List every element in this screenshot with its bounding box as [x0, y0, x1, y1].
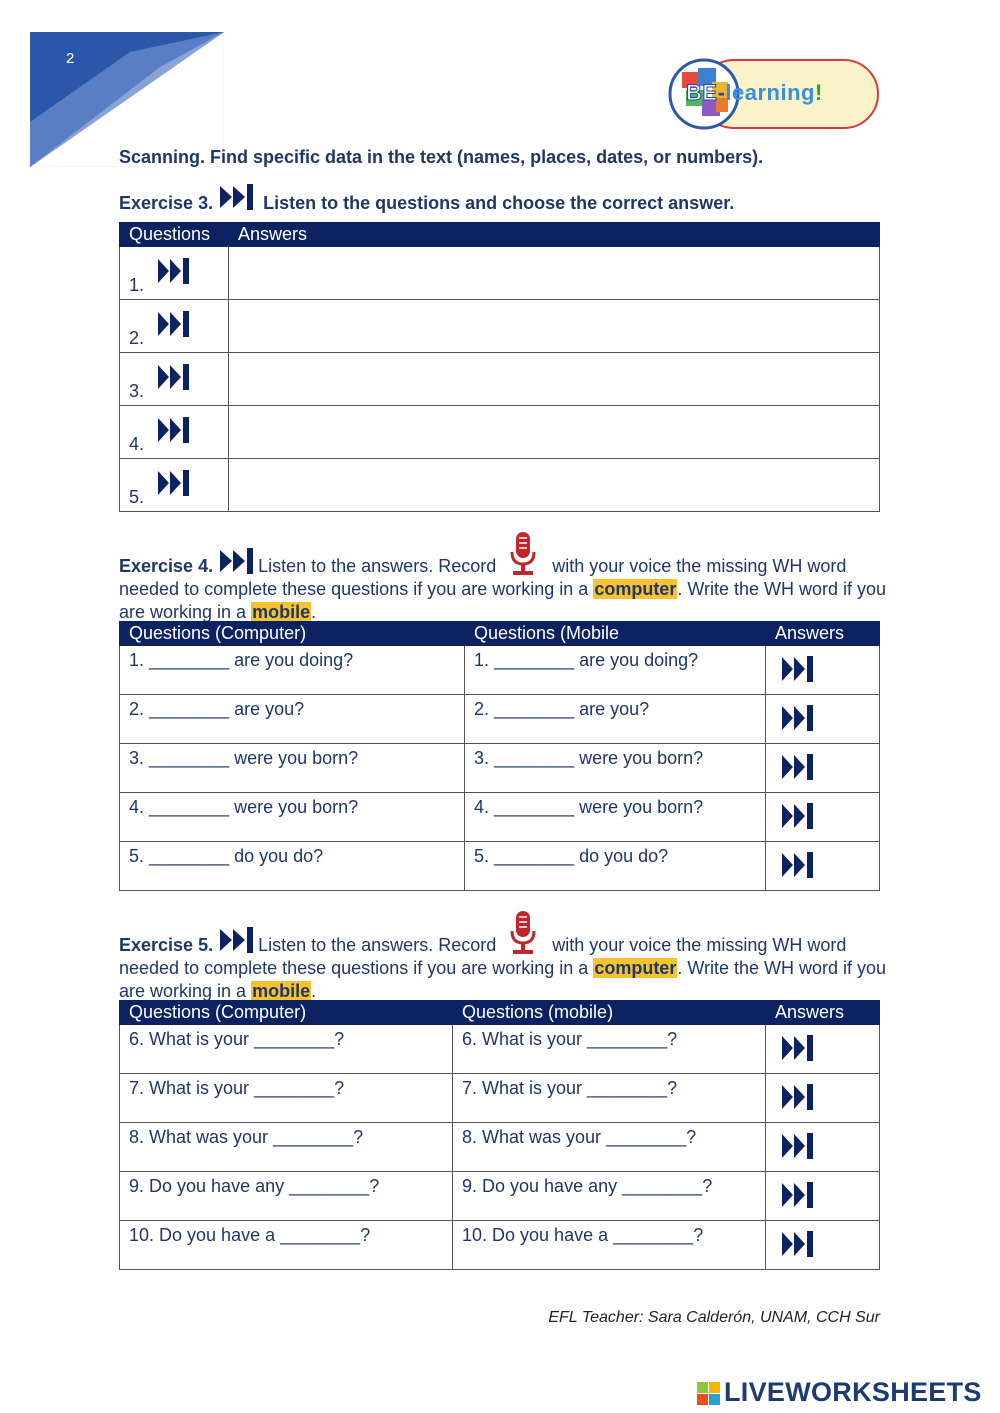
answer-cell — [766, 1074, 880, 1123]
table-row — [120, 300, 880, 353]
exercise3-heading: Exercise 3. Listen to the questions and choose the correct answer. — [119, 180, 734, 214]
question-computer[interactable]: 6. What is your ________? — [120, 1025, 453, 1074]
question-mobile[interactable]: 5. ________ do you do? — [465, 842, 766, 891]
table-row — [120, 646, 880, 695]
question-computer[interactable]: 5. ________ do you do? — [120, 842, 465, 891]
answer-cell — [766, 695, 880, 744]
table-row — [120, 1123, 880, 1172]
answer-cell[interactable] — [229, 247, 880, 300]
highlight-mobile: mobile — [252, 602, 311, 622]
answer-cell — [766, 842, 880, 891]
table-row — [120, 793, 880, 842]
header-questions-mobile: Questions (Mobile — [465, 622, 766, 646]
fast-forward-icon[interactable] — [780, 1180, 820, 1210]
fast-forward-icon[interactable] — [156, 362, 196, 392]
teacher-credit: EFL Teacher: Sara Calderón, UNAM, CCH Sur — [548, 1309, 880, 1326]
question-computer[interactable]: 2. ________ are you? — [120, 695, 465, 744]
answer-cell — [766, 793, 880, 842]
answer-cell — [766, 1025, 880, 1074]
header-questions-computer: Questions (Computer) — [120, 622, 465, 646]
question-mobile[interactable]: 9. Do you have any ________? — [453, 1172, 766, 1221]
question-cell: 2. — [120, 300, 229, 353]
question-computer[interactable]: 4. ________ were you born? — [120, 793, 465, 842]
question-mobile[interactable]: 4. ________ were you born? — [465, 793, 766, 842]
question-mobile[interactable]: 8. What was your ________? — [453, 1123, 766, 1172]
table-row — [120, 1025, 880, 1074]
table-row — [120, 695, 880, 744]
table-row — [120, 1221, 880, 1270]
question-cell: 5. — [120, 459, 229, 512]
answer-cell[interactable] — [229, 459, 880, 512]
page-number: 2 — [66, 50, 75, 67]
question-cell: 3. — [120, 353, 229, 406]
fast-forward-icon[interactable] — [780, 1131, 820, 1161]
fast-forward-icon[interactable] — [780, 752, 820, 782]
fast-forward-icon[interactable] — [780, 1033, 820, 1063]
table-row — [120, 353, 880, 406]
table-row — [120, 842, 880, 891]
header-questions: Questions — [120, 223, 229, 247]
answer-cell — [766, 1123, 880, 1172]
exercise4-table — [119, 621, 880, 891]
fast-forward-icon[interactable] — [156, 415, 196, 445]
answer-cell[interactable] — [229, 300, 880, 353]
header-answers: Answers — [766, 622, 880, 646]
table-row — [120, 459, 880, 512]
fast-forward-icon[interactable] — [780, 850, 820, 880]
header-answers: Answers — [766, 1001, 880, 1025]
logo-text: BE-learning! — [686, 80, 823, 105]
fast-forward-icon[interactable] — [218, 180, 258, 214]
question-computer[interactable]: 9. Do you have any ________? — [120, 1172, 453, 1221]
liveworksheets-brand: LIVEWORKSHEETS — [724, 1377, 982, 1407]
fast-forward-icon[interactable] — [780, 703, 820, 733]
question-mobile[interactable]: 3. ________ were you born? — [465, 744, 766, 793]
answer-cell — [766, 744, 880, 793]
highlight-computer: computer — [594, 579, 677, 599]
exercise5-instructions: Exercise 5. Listen to the answers. Record with your voice the missing WH word needed to complete these questions if you are working in a computer. Write the WH word if you are working in a mobile. — [119, 909, 889, 1003]
question-mobile[interactable]: 2. ________ are you? — [465, 695, 766, 744]
fast-forward-icon[interactable] — [218, 923, 258, 957]
fast-forward-icon[interactable] — [780, 801, 820, 831]
answer-cell — [766, 1221, 880, 1270]
question-cell: 1. — [120, 247, 229, 300]
highlight-mobile: mobile — [252, 981, 311, 1001]
question-mobile[interactable]: 7. What is your ________? — [453, 1074, 766, 1123]
exercise3-table — [119, 222, 880, 512]
question-mobile[interactable]: 6. What is your ________? — [453, 1025, 766, 1074]
exercise5-table — [119, 1000, 880, 1270]
scanning-heading: Scanning. Find specific data in the text (names, places, dates, or numbers). — [119, 147, 764, 167]
table-row — [120, 1074, 880, 1123]
question-computer[interactable]: 10. Do you have a ________? — [120, 1221, 453, 1270]
header-questions-computer: Questions (Computer) — [120, 1001, 453, 1025]
microphone-icon[interactable] — [501, 909, 547, 957]
fast-forward-icon[interactable] — [780, 1229, 820, 1259]
header-answers: Answers — [229, 223, 880, 247]
fast-forward-icon[interactable] — [218, 544, 258, 578]
microphone-icon[interactable] — [501, 530, 547, 578]
answer-cell[interactable] — [229, 406, 880, 459]
answer-cell — [766, 1172, 880, 1221]
question-computer[interactable]: 7. What is your ________? — [120, 1074, 453, 1123]
question-computer[interactable]: 1. ________ are you doing? — [120, 646, 465, 695]
fast-forward-icon[interactable] — [156, 256, 196, 286]
question-computer[interactable]: 8. What was your ________? — [120, 1123, 453, 1172]
question-mobile[interactable]: 10. Do you have a ________? — [453, 1221, 766, 1270]
answer-cell — [766, 646, 880, 695]
table-row — [120, 247, 880, 300]
table-row — [120, 1172, 880, 1221]
answer-cell[interactable] — [229, 353, 880, 406]
fast-forward-icon[interactable] — [156, 309, 196, 339]
fast-forward-icon[interactable] — [780, 654, 820, 684]
table-row — [120, 406, 880, 459]
fast-forward-icon[interactable] — [156, 468, 196, 498]
fast-forward-icon[interactable] — [780, 1082, 820, 1112]
highlight-computer: computer — [594, 958, 677, 978]
question-cell: 4. — [120, 406, 229, 459]
header-questions-mobile: Questions (mobile) — [453, 1001, 766, 1025]
table-row — [120, 744, 880, 793]
question-mobile[interactable]: 1. ________ are you doing? — [465, 646, 766, 695]
exercise4-instructions: Exercise 4. Listen to the answers. Record with your voice the missing WH word needed to complete these questions if you are working in a computer. Write the WH word if you are working in a mobile. — [119, 530, 889, 624]
question-computer[interactable]: 3. ________ were you born? — [120, 744, 465, 793]
